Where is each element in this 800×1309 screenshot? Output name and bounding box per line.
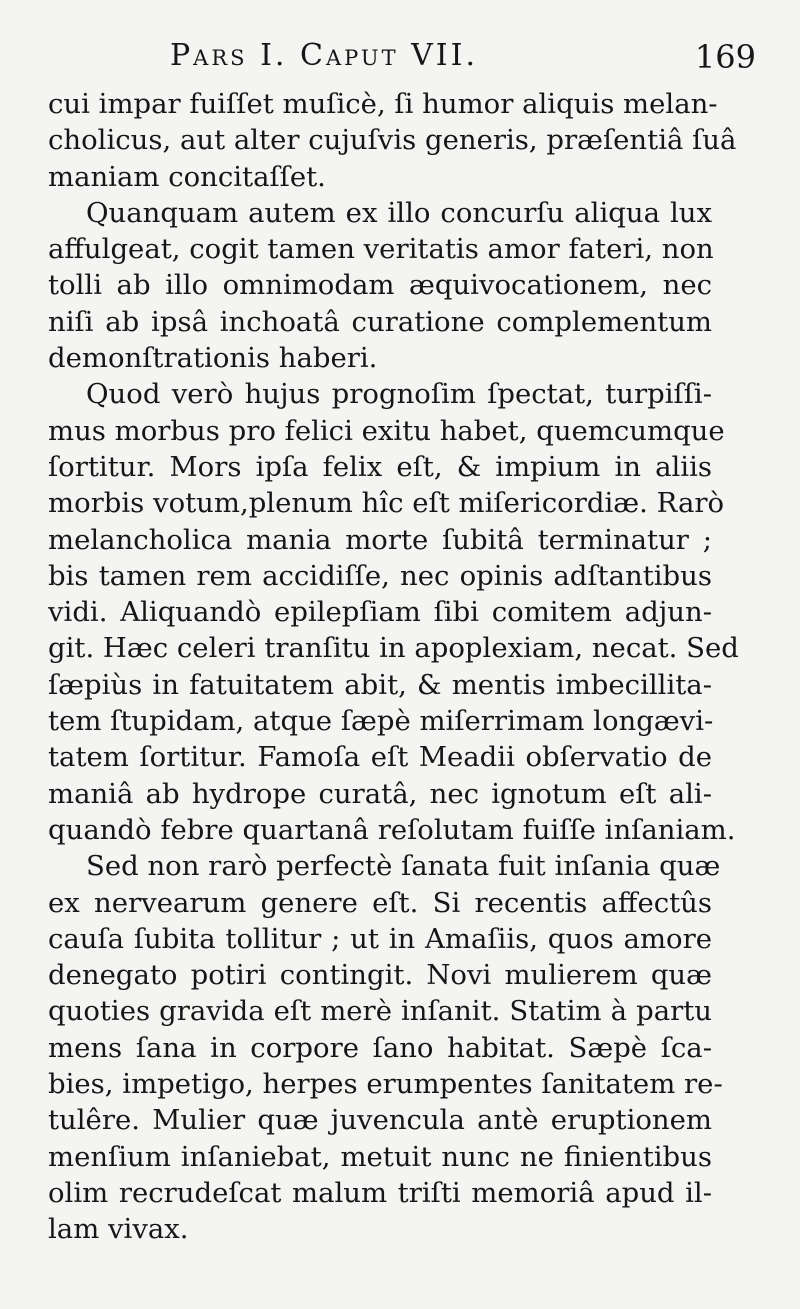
text-line: tatem ſortitur. Famoſa eſt Meadii obſervatio de xyxy=(48,741,712,774)
text-line: maniam concitaſſet. xyxy=(48,160,326,193)
text-line: denegato potiri contingit. Novi mulierem quæ xyxy=(48,959,712,992)
text-line: Quanquam autem ex illo concurſu aliqua lux xyxy=(86,196,712,229)
text-line: vidi. Aliquandò epilepſiam ſibi comitem adjun- xyxy=(48,596,712,629)
text-line: tolli ab illo omnimodam æquivocationem, nec xyxy=(48,269,712,302)
text-line: morbis votum,plenum hîc eſt miſericordiæ. Rarò xyxy=(48,487,725,520)
text-line: niſi ab ipsâ inchoatâ curatione complementum xyxy=(48,305,712,338)
text-line: cauſa ſubita tollitur ; ut in Amaſiis, quos amore xyxy=(48,922,712,955)
text-line: cholicus, aut alter cujuſvis generis, præſentiâ ſuâ xyxy=(48,124,737,157)
text-line: ſæpiùs in fatuitatem abit, & mentis imbecillita- xyxy=(48,668,712,701)
text-line: demonſtrationis haberi. xyxy=(48,342,378,375)
text-line: cui impar fuiſſet muſicè, ſi humor aliquis melan- xyxy=(48,88,718,120)
text-line: bies, impetigo, herpes erumpentes ſanitatem re- xyxy=(48,1068,723,1101)
page-number: 169 xyxy=(694,38,756,76)
text-line: mus morbus pro felici exitu habet, quemcumque xyxy=(48,414,725,447)
body-text xyxy=(48,86,739,1248)
text-line: quandò febre quartanâ reſolutam fuiſſe inſaniam. xyxy=(48,813,736,846)
text-line: lam vivax. xyxy=(48,1213,189,1246)
text-line: menſium inſaniebat, metuit nunc ne finientibus xyxy=(48,1140,712,1173)
text-line: bis tamen rem accidiſſe, nec opinis adſtantibus xyxy=(48,559,712,592)
text-line: maniâ ab hydrope curatâ, nec ignotum eſt ali- xyxy=(48,777,712,810)
text-line: melancholica mania morte ſubitâ terminatur ; xyxy=(48,523,712,556)
text-line: ex nervearum genere eſt. Si recentis affectûs xyxy=(48,886,712,919)
text-line: mens ſana in corpore ſano habitat. Sæpè ſca- xyxy=(48,1031,712,1064)
text-line: ſortitur. Mors ipſa felix eſt, & impium in aliis xyxy=(48,450,712,483)
text-line: Quod verò hujus prognoſim ſpectat, turpiſſi- xyxy=(86,378,712,411)
text-line: affulgeat, cogit tamen veritatis amor fateri, non xyxy=(48,233,714,266)
page-header xyxy=(50,38,770,88)
text-line: tulêre. Mulier quæ juvencula antè eruptionem xyxy=(48,1104,712,1137)
text-line: git. Hæc celeri tranſitu in apoplexiam, necat. Sed xyxy=(48,632,739,665)
text-line: olim recrudeſcat malum triſti memoriâ apud il- xyxy=(48,1176,712,1209)
text-line: Sed non rarò perfectè ſanata fuit inſania quæ xyxy=(86,850,721,883)
running-title: Pars I. Caput VII. xyxy=(170,38,479,73)
text-line: quoties gravida eſt merè inſanit. Statim à partu xyxy=(48,995,712,1028)
text-line: tem ſtupidam, atque ſæpè miſerrimam longævi- xyxy=(48,705,714,738)
